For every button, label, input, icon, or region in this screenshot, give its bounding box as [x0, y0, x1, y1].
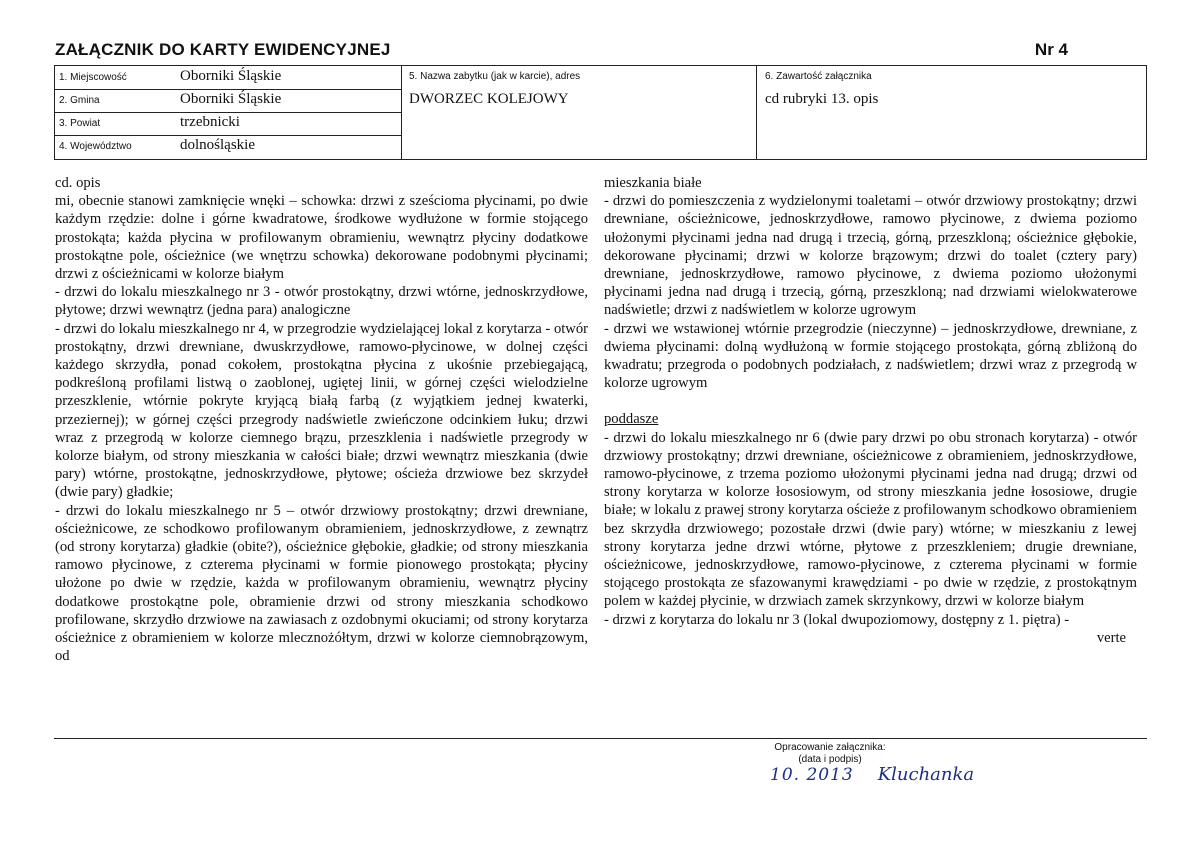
header-table — [54, 65, 1147, 160]
paragraph: - drzwi z korytarza do lokalu nr 3 (lokal dwupoziomowy, dostępny z 1. piętra) - — [604, 611, 1070, 628]
field-label: 5. Nazwa zabytku (jak w karcie), adres — [409, 71, 581, 82]
spacer — [604, 392, 1137, 410]
body-right-column — [604, 174, 1137, 647]
field-label: 6. Zawartość załącznika — [765, 71, 872, 82]
paragraph: mieszkania białe — [604, 175, 702, 191]
field-label: 2. Gmina — [59, 95, 100, 106]
field-powiat — [55, 112, 401, 136]
field-label: 3. Powiat — [59, 118, 101, 129]
verte-note: verte — [1096, 629, 1126, 646]
document-title: ZAŁĄCZNIK DO KARTY EWIDENCYJNEJ — [55, 40, 391, 59]
field-zabytek — [401, 66, 757, 159]
body-left-column — [55, 174, 588, 665]
section-heading-poddasze: poddasze — [604, 411, 659, 428]
paragraph: - drzwi do pomieszczenia z wydzielonymi toaletami – otwór drzwiowy prostokątny; drzwi drewniane, ościeżnicowe, jednoskrzydłowe, ramowo płycinowe, z dwiema poziomo ułożonymi płycinami jedna nad drugą i trzecią, górną, przeszkloną; ościeżnice głębokie, dekorowane płycinami; drzwi w kolorze brązowym; drzwi do toalet (cztery pary) drewniane, jednoskrzydłowe, ramowo płycinowe, z dwiema poziomo ułożonymi płycinami jedna nad drugą i trzecią, górną, przeszkloną; nad drzwiami wielokwaterowe nadświetle; drzwi z nadświetlem w kolorze ugrowym — [604, 193, 1137, 319]
field-value: Oborniki Śląskie — [180, 68, 282, 84]
footer-label: Opracowanie załącznika: — [774, 742, 886, 753]
handwritten-signature — [770, 764, 974, 785]
field-label: 1. Miejscowość — [59, 72, 127, 83]
field-wojewodztwo — [55, 135, 401, 159]
field-zawartosc — [757, 66, 1147, 159]
field-value: cd rubryki 13. opis — [765, 91, 879, 107]
annex-number: Nr 4 — [1034, 40, 1068, 59]
signature-name: Kluchanka — [877, 764, 975, 785]
footer-sublabel: (data i podpis) — [798, 754, 862, 765]
field-value: dolnośląskie — [180, 137, 255, 153]
paragraph: - drzwi do lokalu mieszkalnego nr 4, w przegrodzie wydzielającej lokal z korytarza - otwór prostokątny, drzwi drewniane, dwuskrzydłowe, ramowo-płycinowe, w dolnej części każdego skrzydła, ponad cokołem, prostokątna płycina z ukośnie przebiegającą, podkreśloną profilami listwą o zaoblonej, ugiętej linii, w górnej części wielodzielne przeszklenie, wtórnie pokryte kryjącą białą farbą (z wyjątkiem jednej kwaterki, przeziernej); w górnej części przegrody nadświetle zwieńczone odcinkiem łuku; drzwi wraz z przegrodą w kolorze ciemnego brązu, przeszklenia i nadświetle przegrody w kolorze białym, od strony mieszkania w całości białe; drzwi wewnątrz mieszkania (dwie pary) wtórne, prostokątne, jednoskrzydłowe, płytowe; ościeża drzwiowe bez skrzydeł (dwie pary) gładkie; — [55, 320, 588, 501]
field-gmina — [55, 89, 401, 113]
field-value: trzebnicki — [180, 114, 240, 130]
paragraph: - drzwi do lokalu mieszkalnego nr 6 (dwie pary drzwi po obu stronach korytarza) - otwór drzwiowy prostokątny; drzwi drewniane, ościeżnicowe z obramieniem, jednoskrzydłowe, ramowo-płycinowe, z trzema poziomo ułożonymi płycinami jedna nad drugą; drzwi od strony korytarza w kolorze łososiowym, od strony mieszkania jedne łososiowe, drugie białe; w lokalu z prawej strony korytarza ościeże z profilowanym schodkowo obramieniem bez skrzydła drzwiowego; pozostałe drzwi (dwie pary) wtórne; w mieszkaniu z lewej strony korytarza jedne drzwi wtórne, płytowe z przeszkleniem; drugie drewniane, ościeżnicowe, jednoskrzydłowe, ramowo-płycinowe, z czterema płycinami w formie stojącego prostokąta ze sfazowanymi krawędziami - po dwie w rzędzie, z prostokątnym polem w każdej płycinie, w drzwiach zamek skrzynkowy, drzwi w kolorze białym — [604, 429, 1137, 610]
field-value: DWORZEC KOLEJOWY — [409, 91, 569, 107]
signature-date: 10. 2013 — [770, 765, 854, 785]
field-value: Oborniki Śląskie — [180, 91, 282, 107]
paragraph: - drzwi we wstawionej wtórnie przegrodzie (nieczynne) – jednoskrzydłowe, drewniane, z dwiema płycinami: dolną wydłużoną w formie stojącego prostokąta, górną zbliżoną do kwadratu; przegroda o podobnych podziałach, z nadświetlem; drzwi wraz z przegrodą w kolorze ugrowym — [604, 320, 1137, 392]
location-column — [55, 66, 402, 159]
field-miejscowosc — [55, 66, 401, 90]
footer-divider — [54, 738, 1147, 739]
paragraph: cd. opis — [55, 175, 101, 191]
paragraph: mi, obecnie stanowi zamknięcie wnęki – schowka: drzwi z sześcioma płycinami, po dwie każdym rzędzie: dolne i górne kwadratowe, środkowe wydłużone w formie stojącego prostokąta; każda płycina w profilowanym obramieniu, wewnątrz płyciny dodatkowe prostokątne pole, ościeżnice (we wnętrzu schowka) dekorowane podobnymi płycinami; drzwi z ościeżnicami w kolorze białym — [55, 193, 588, 283]
field-label: 4. Województwo — [59, 141, 132, 152]
paragraph: - drzwi do lokalu mieszkalnego nr 3 - otwór prostokątny, drzwi wtórne, jednoskrzydłowe, płytowe; drzwi wewnątrz (jedna para) analogiczne — [55, 284, 588, 319]
paragraph: - drzwi do lokalu mieszkalnego nr 5 – otwór drzwiowy prostokątny; drzwi drewniane, ościeżnicowe, ze schodkowo profilowanym obramieniem, jednoskrzydłowe, z zewnątrz (od strony korytarza) gładkie (obite?), ościeżnice głębokie, gładkie; od strony mieszkania ramowo płycinowe, z czterema płycinami w formie pionowego prostokąta; płyciny ułożone po dwie w rzędzie, każda w profilowanym obramieniu, wewnątrz płyciny dodatkowe prostokątne pole, obramienie drzwi od strony mieszkania schodkowo profilowane, skrzydło drzwiowe na zawiasach z ozdobnymi okuciami; od strony korytarza ościeżnice z obramieniem w kolorze mlecznożółtym, drzwi w kolorze ciemnobrązowym, od — [55, 502, 588, 665]
